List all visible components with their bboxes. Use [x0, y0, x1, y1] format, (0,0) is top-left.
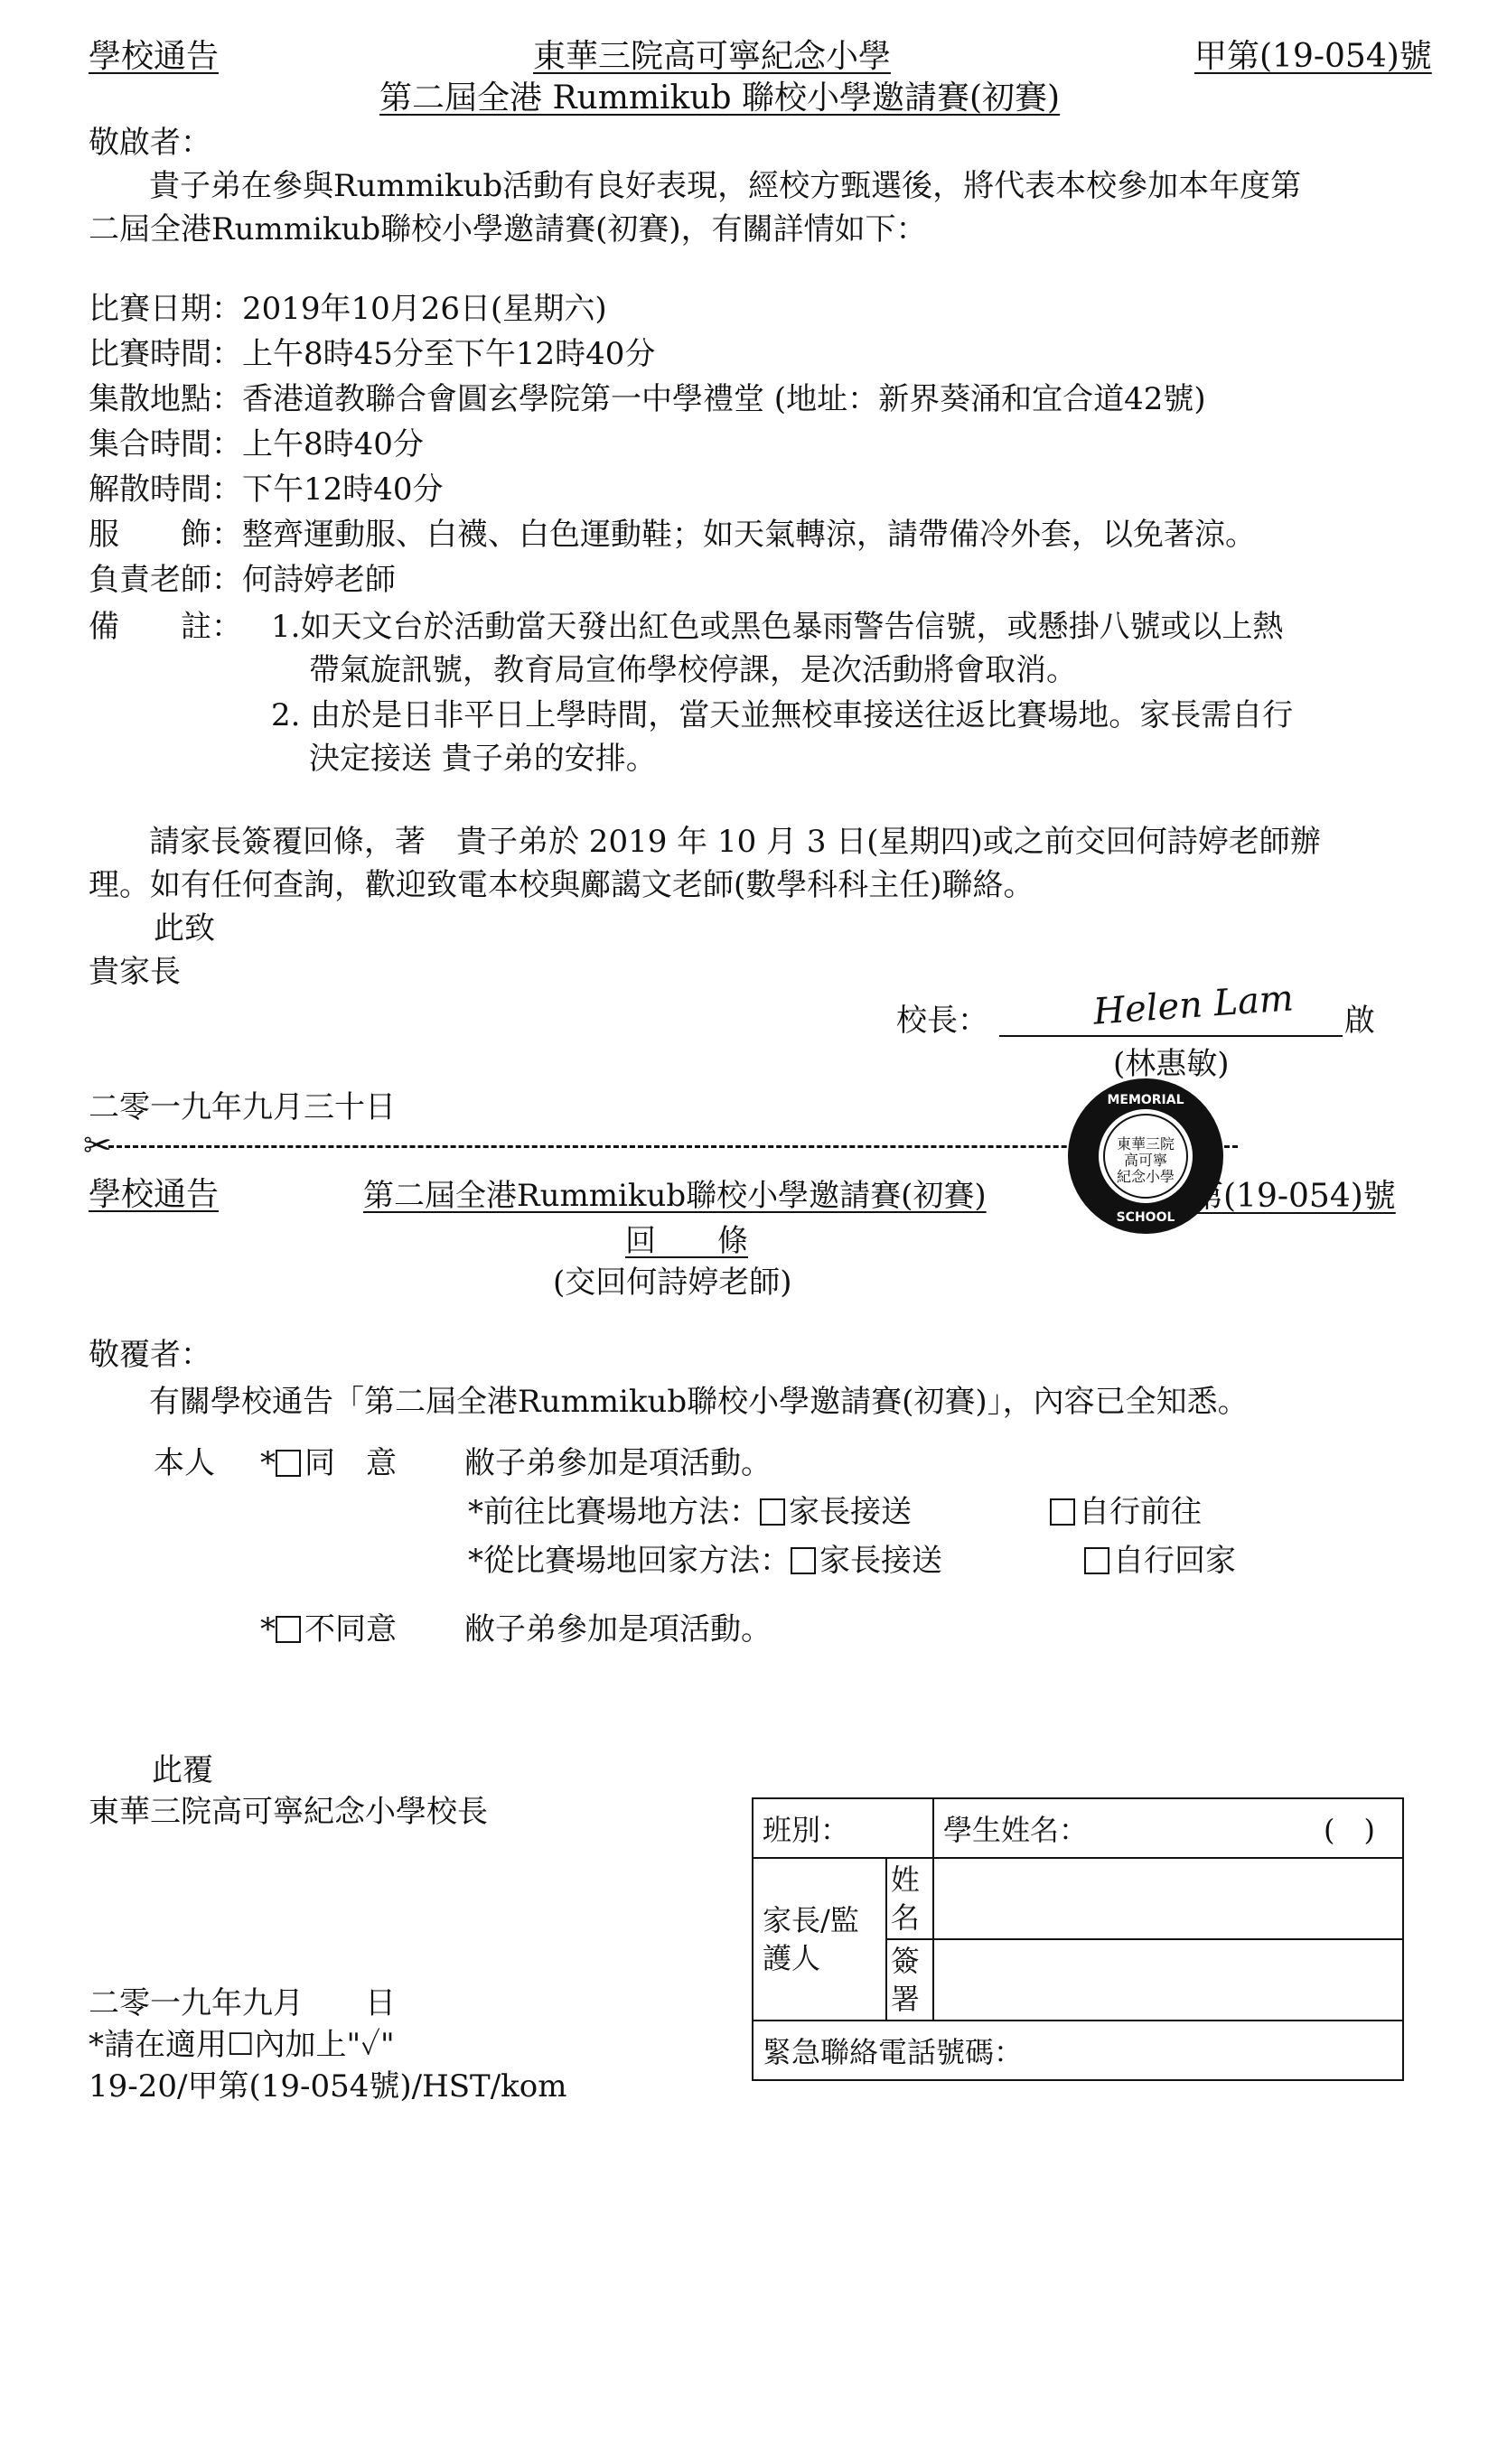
- to-venue-self-label: 自行前往: [1079, 1494, 1202, 1530]
- detail-row: [89, 560, 396, 600]
- detail-value: 下午12時40分: [242, 471, 444, 508]
- intro-line-1: 貴子弟在參與Rummikub活動有良好表現，經校方甄選後，將代表本校參加本年度第: [149, 168, 1302, 204]
- name-label: 姓名: [886, 1858, 933, 1939]
- class-cell[interactable]: [753, 1798, 933, 1858]
- request-line-2: 理。如有任何查詢，歡迎致電本校與鄺譪文老師(數學科科主任)聯絡。: [89, 867, 1034, 903]
- remark-line: 2. 由於是日非平日上學時間，當天並無校車接送往返比賽場地。家長需自行: [271, 697, 1294, 733]
- notice-date: 二零一九年九月三十日: [89, 1089, 396, 1125]
- from-venue-self-checkbox[interactable]: [1084, 1547, 1109, 1574]
- reply-addressee: 東華三院高可寧紀念小學校長: [89, 1794, 488, 1830]
- salutation: 敬啟者：: [89, 125, 211, 161]
- reply-date: 二零一九年九月 日: [89, 1985, 396, 2021]
- guardian-signature-field[interactable]: [933, 1939, 1403, 2021]
- footer-ref: 19-20/甲第(19-054號)/HST/kom: [89, 2068, 567, 2105]
- principal-label: 校長：: [896, 1003, 988, 1039]
- remark-line: 決定接送 貴子弟的安排。: [309, 741, 657, 777]
- to-venue-parent-label: 家長接送: [789, 1494, 912, 1530]
- remark-line: 帶氣旋訊號，教育局宣佈學校停課，是次活動將會取消。: [309, 652, 1077, 688]
- svg-text:MEMORIAL: MEMORIAL: [1107, 1093, 1184, 1107]
- notice-title: 第二屆全港 Rummikub 聯校小學邀請賽(初賽): [379, 79, 1061, 117]
- remarks-label: 備 註：: [89, 609, 242, 645]
- to-venue-parent-checkbox[interactable]: [760, 1498, 785, 1526]
- agree-text: 敝子弟參加是項活動。: [464, 1445, 772, 1481]
- notice-label: 學校通告: [89, 38, 220, 75]
- reply-title: 第二屆全港Rummikub聯校小學邀請賽(初賽): [363, 1178, 987, 1214]
- reply-closing: 此覆: [152, 1752, 213, 1788]
- principal-suffix: 啟: [1344, 1003, 1375, 1039]
- reply-return-to: (交回何詩婷老師): [553, 1265, 792, 1301]
- guardian-name-field[interactable]: [933, 1858, 1403, 1939]
- phone-cell[interactable]: [753, 2021, 1403, 2080]
- scissors-icon: ✂: [83, 1125, 112, 1165]
- svg-text:高可寧: 高可寧: [1123, 1152, 1168, 1169]
- reply-ack: 有關學校通告「第二屆全港Rummikub聯校小學邀請賽(初賽)」，內容已全知悉。: [149, 1384, 1249, 1420]
- detail-label: 服 飾：: [89, 517, 242, 553]
- reply-notice-label: 學校通告: [89, 1176, 220, 1213]
- student-name-cell[interactable]: [933, 1798, 1403, 1858]
- agree-checkbox[interactable]: [276, 1450, 301, 1477]
- detail-label: 集合時間：: [89, 426, 242, 462]
- disagree-text: 敝子弟參加是項活動。: [464, 1611, 772, 1647]
- notice-ref: 甲第(19-054)號: [1194, 38, 1432, 75]
- from-venue-label: *從比賽場地回家方法：: [468, 1543, 791, 1579]
- agree-option[interactable]: * 同 意: [260, 1445, 397, 1481]
- principal-name: (林惠敏): [1113, 1046, 1230, 1082]
- reply-self: 本人: [154, 1445, 215, 1481]
- checkbox-note: *請在適用☐內加上"✓": [89, 2027, 395, 2063]
- reply-heading: 回 條: [625, 1223, 748, 1259]
- remark-line: 1.如天文台於活動當天發出紅色或黑色暴雨警告信號，或懸掛八號或以上熱: [271, 609, 1284, 645]
- detail-row: [89, 515, 1256, 555]
- from-venue-self-label: 自行回家: [1113, 1543, 1236, 1579]
- detail-value: 上午8時40分: [242, 426, 424, 462]
- detail-row: [89, 379, 1206, 419]
- detail-row: [89, 470, 444, 509]
- closing: 此致: [154, 910, 215, 947]
- detail-value: 2019年10月26日(星期六): [242, 291, 607, 327]
- to-venue-self-option[interactable]: [1050, 1492, 1202, 1532]
- sign-label: 簽署: [886, 1939, 933, 2021]
- detail-value: 整齊運動服、白襪、白色運動鞋；如天氣轉涼，請帶備冷外套，以免著涼。: [242, 517, 1256, 553]
- class-label: 班別：: [763, 1813, 850, 1847]
- recipient: 貴家長: [89, 954, 181, 990]
- guardian-label: 家長/監護人: [753, 1858, 886, 2021]
- disagree-checkbox[interactable]: [276, 1616, 301, 1643]
- detail-row: [89, 289, 607, 329]
- svg-text:東華三院: 東華三院: [1116, 1135, 1175, 1153]
- disagree-label: 不同意: [304, 1611, 397, 1647]
- detail-value: 香港道教聯合會圓玄學院第一中學禮堂 (地址：新界葵涌和宜合道42號): [242, 381, 1206, 417]
- student-class-number: ( ): [1324, 1813, 1375, 1847]
- reply-ref: 第(19-054)號: [1191, 1178, 1396, 1215]
- from-venue-row: [468, 1541, 942, 1581]
- from-venue-parent-checkbox[interactable]: [791, 1547, 816, 1574]
- detail-value: 何詩婷老師: [242, 562, 396, 598]
- phone-label: 緊急聯絡電話號碼：: [763, 2035, 1024, 2069]
- detail-row: [89, 334, 655, 374]
- detail-value: 上午8時45分至下午12時40分: [242, 336, 656, 372]
- from-venue-self-option[interactable]: [1084, 1541, 1236, 1581]
- intro-line-2: 二屆全港Rummikub聯校小學邀請賽(初賽)，有關詳情如下：: [89, 211, 927, 247]
- detail-row: [89, 425, 424, 464]
- agree-label: 同 意: [304, 1445, 397, 1481]
- disagree-option[interactable]: * 不同意: [260, 1611, 397, 1647]
- svg-text:紀念小學: 紀念小學: [1116, 1168, 1175, 1185]
- reply-salutation: 敬覆者：: [89, 1337, 211, 1373]
- request-line-1: 請家長簽覆回條，著 貴子弟於 2019 年 10 月 3 日(星期四)或之前交回何詩婷老師辦: [149, 824, 1321, 860]
- detail-label: 比賽時間：: [89, 336, 242, 372]
- principal-signature: Helen Lam: [1091, 977, 1296, 1033]
- svg-text:SCHOOL: SCHOOL: [1116, 1210, 1175, 1225]
- school-name: 東華三院高可寧紀念小學: [533, 38, 892, 75]
- signature-line: [999, 1035, 1343, 1037]
- detail-label: 解散時間：: [89, 471, 242, 508]
- to-venue-row: [468, 1492, 912, 1532]
- reply-form-table: [752, 1797, 1404, 2081]
- detail-label: 負責老師：: [89, 562, 242, 598]
- detail-label: 比賽日期：: [89, 291, 242, 327]
- student-name-label: 學生姓名：: [943, 1813, 1089, 1847]
- to-venue-self-checkbox[interactable]: [1050, 1498, 1075, 1526]
- to-venue-label: *前往比賽場地方法：: [468, 1494, 760, 1530]
- detail-label: 集散地點：: [89, 381, 242, 417]
- from-venue-parent-label: 家長接送: [819, 1543, 942, 1579]
